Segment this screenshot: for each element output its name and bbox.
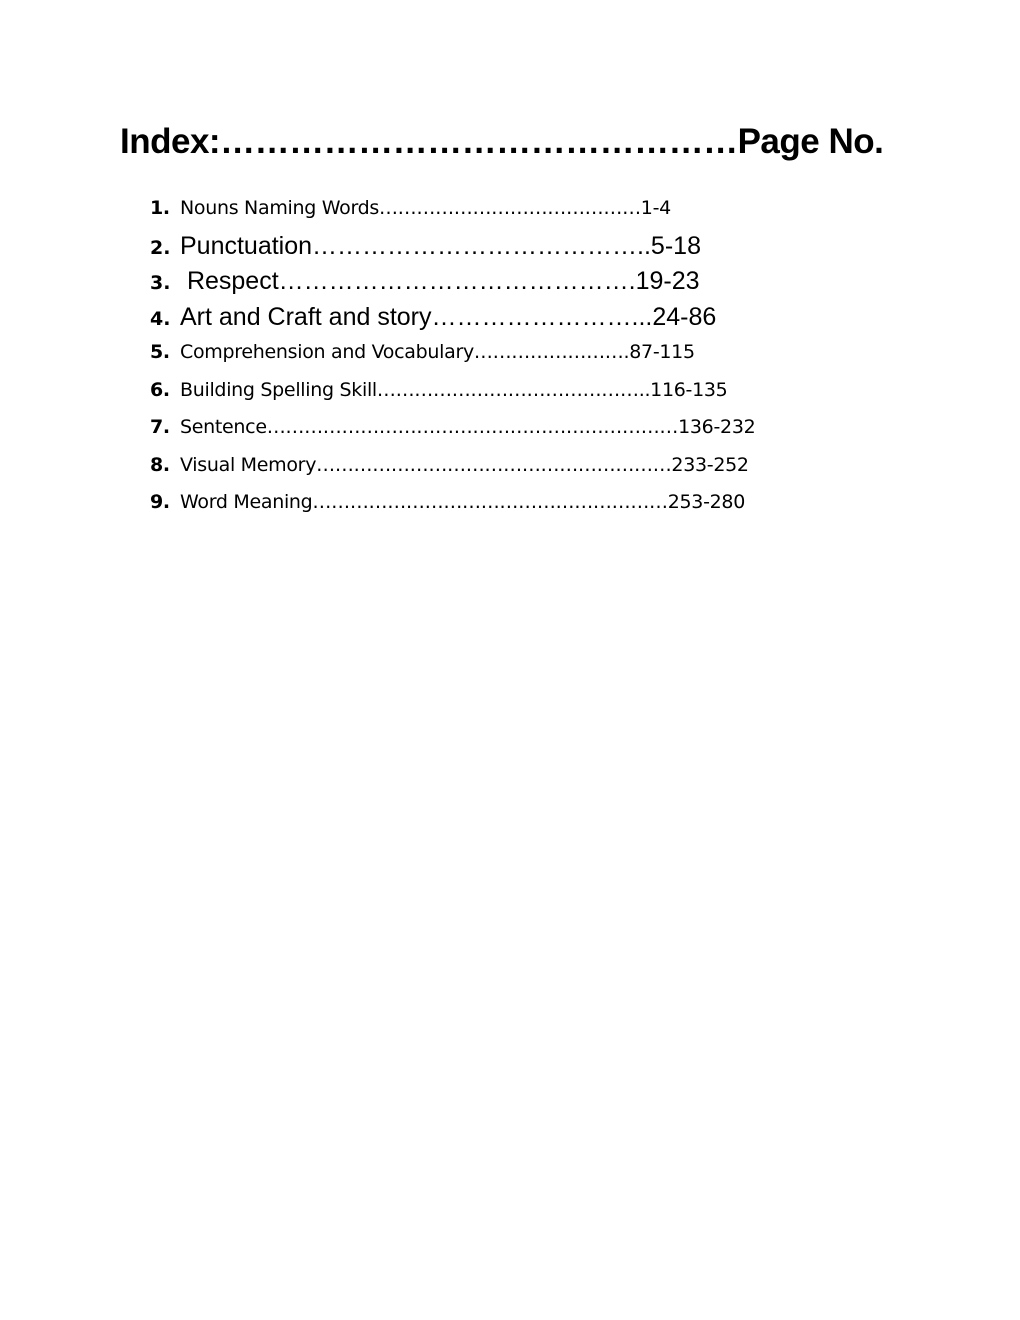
entry-text: Nouns Naming Words……………………………………1-4 — [180, 197, 671, 219]
index-heading: Index:………………………………………Page No. — [120, 122, 884, 161]
entry-text: Art and Craft and story……………………...24-86 — [180, 303, 717, 331]
entry-text: Visual Memory…………………………………………………233-252 — [180, 454, 749, 476]
toc-entry — [150, 416, 755, 438]
toc-entry — [150, 491, 745, 513]
entry-number: 4. — [150, 308, 171, 330]
toc-entry — [150, 454, 749, 476]
toc-entry — [150, 341, 695, 363]
entry-text: Punctuation…………………………………..5-18 — [180, 232, 701, 260]
toc-entry — [150, 303, 716, 332]
entry-number: 2. — [150, 237, 171, 259]
toc-entry — [150, 379, 727, 401]
toc-entry — [150, 232, 701, 261]
entry-text: Comprehension and Vocabulary…………………….87-115 — [180, 341, 695, 363]
toc-entry — [150, 267, 700, 296]
entry-number: 3. — [150, 272, 171, 294]
entry-text: Word Meaning…………………………………………………253-280 — [180, 491, 746, 513]
entry-number: 5. — [150, 341, 170, 363]
entry-text: Building Spelling Skill……………………………………..116-135 — [180, 379, 728, 401]
entry-number: 7. — [150, 416, 170, 438]
toc-entry — [150, 197, 671, 219]
entry-number: 8. — [150, 454, 170, 476]
entry-number: 9. — [150, 491, 170, 513]
entry-text: Sentence…………………………………………………………136-232 — [180, 416, 756, 438]
entry-number: 1. — [150, 197, 170, 219]
entry-text: Respect…………………………………….19-23 — [180, 267, 700, 295]
entry-number: 6. — [150, 379, 170, 401]
